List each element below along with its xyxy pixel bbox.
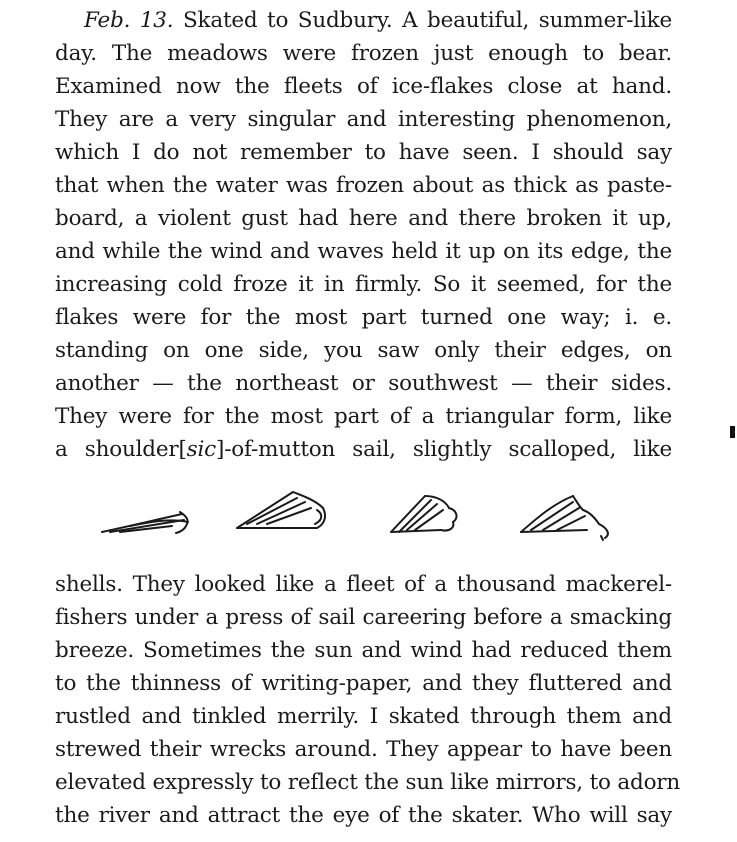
- text-line: They were for the most part of a triangular form, like: [55, 404, 672, 429]
- text-line: flakes were for the most part turned one way; i. e.: [55, 305, 672, 330]
- sic-annotation: sic: [186, 437, 217, 462]
- entry-date: Feb. 13.: [84, 8, 174, 33]
- text-line: standing on one side, you saw only their edges, on: [55, 338, 672, 363]
- text-line: fishers under a press of sail careering before a smacking: [55, 605, 672, 630]
- text-line: to the thinness of writing-paper, and they fluttered and: [55, 671, 672, 696]
- text-line: day. The meadows were frozen just enough to bear.: [55, 41, 672, 66]
- margin-mark: [730, 426, 735, 438]
- text-line: a shoulder[sic]-of-mutton sail, slightly scalloped, like: [55, 437, 672, 462]
- text-line: strewed their wrecks around. They appear to have been: [55, 737, 672, 762]
- text-line: They are a very singular and interesting phenomenon,: [55, 107, 672, 132]
- text-line: elevated expressly to reflect the sun like mirrors, to adorn: [55, 770, 681, 795]
- text-line: increasing cold froze it in firmly. So it seemed, for the: [55, 272, 672, 297]
- text-line: breeze. Sometimes the sun and wind had reduced them: [55, 638, 672, 663]
- ice-flake-sketch-icon: [100, 506, 195, 536]
- text-line: board, a violent gust had here and there broken it up,: [55, 206, 672, 231]
- text-line: and while the wind and waves held it up on its edge, the: [55, 239, 672, 264]
- text-line: Examined now the fleets of ice-flakes close at hand.: [55, 74, 672, 99]
- ice-flake-sketches: [95, 488, 635, 552]
- text-line: another — the northeast or southwest — their sides.: [55, 371, 672, 396]
- text-line: the river and attract the eye of the skater. Who will say: [55, 803, 672, 828]
- ice-flake-sketch-icon: [385, 490, 465, 536]
- text-line: Feb. 13. Skated to Sudbury. A beautiful, summer-like: [84, 8, 672, 33]
- ice-flake-sketch-icon: [517, 490, 617, 542]
- text-line: which I do not remember to have seen. I should say: [55, 140, 672, 165]
- text-line: that when the water was frozen about as thick as paste-: [55, 173, 672, 198]
- text-line: rustled and tinkled merrily. I skated through them and: [55, 704, 672, 729]
- ice-flake-sketch-icon: [233, 488, 333, 534]
- text-line: shells. They looked like a fleet of a thousand mackerel-: [55, 572, 672, 597]
